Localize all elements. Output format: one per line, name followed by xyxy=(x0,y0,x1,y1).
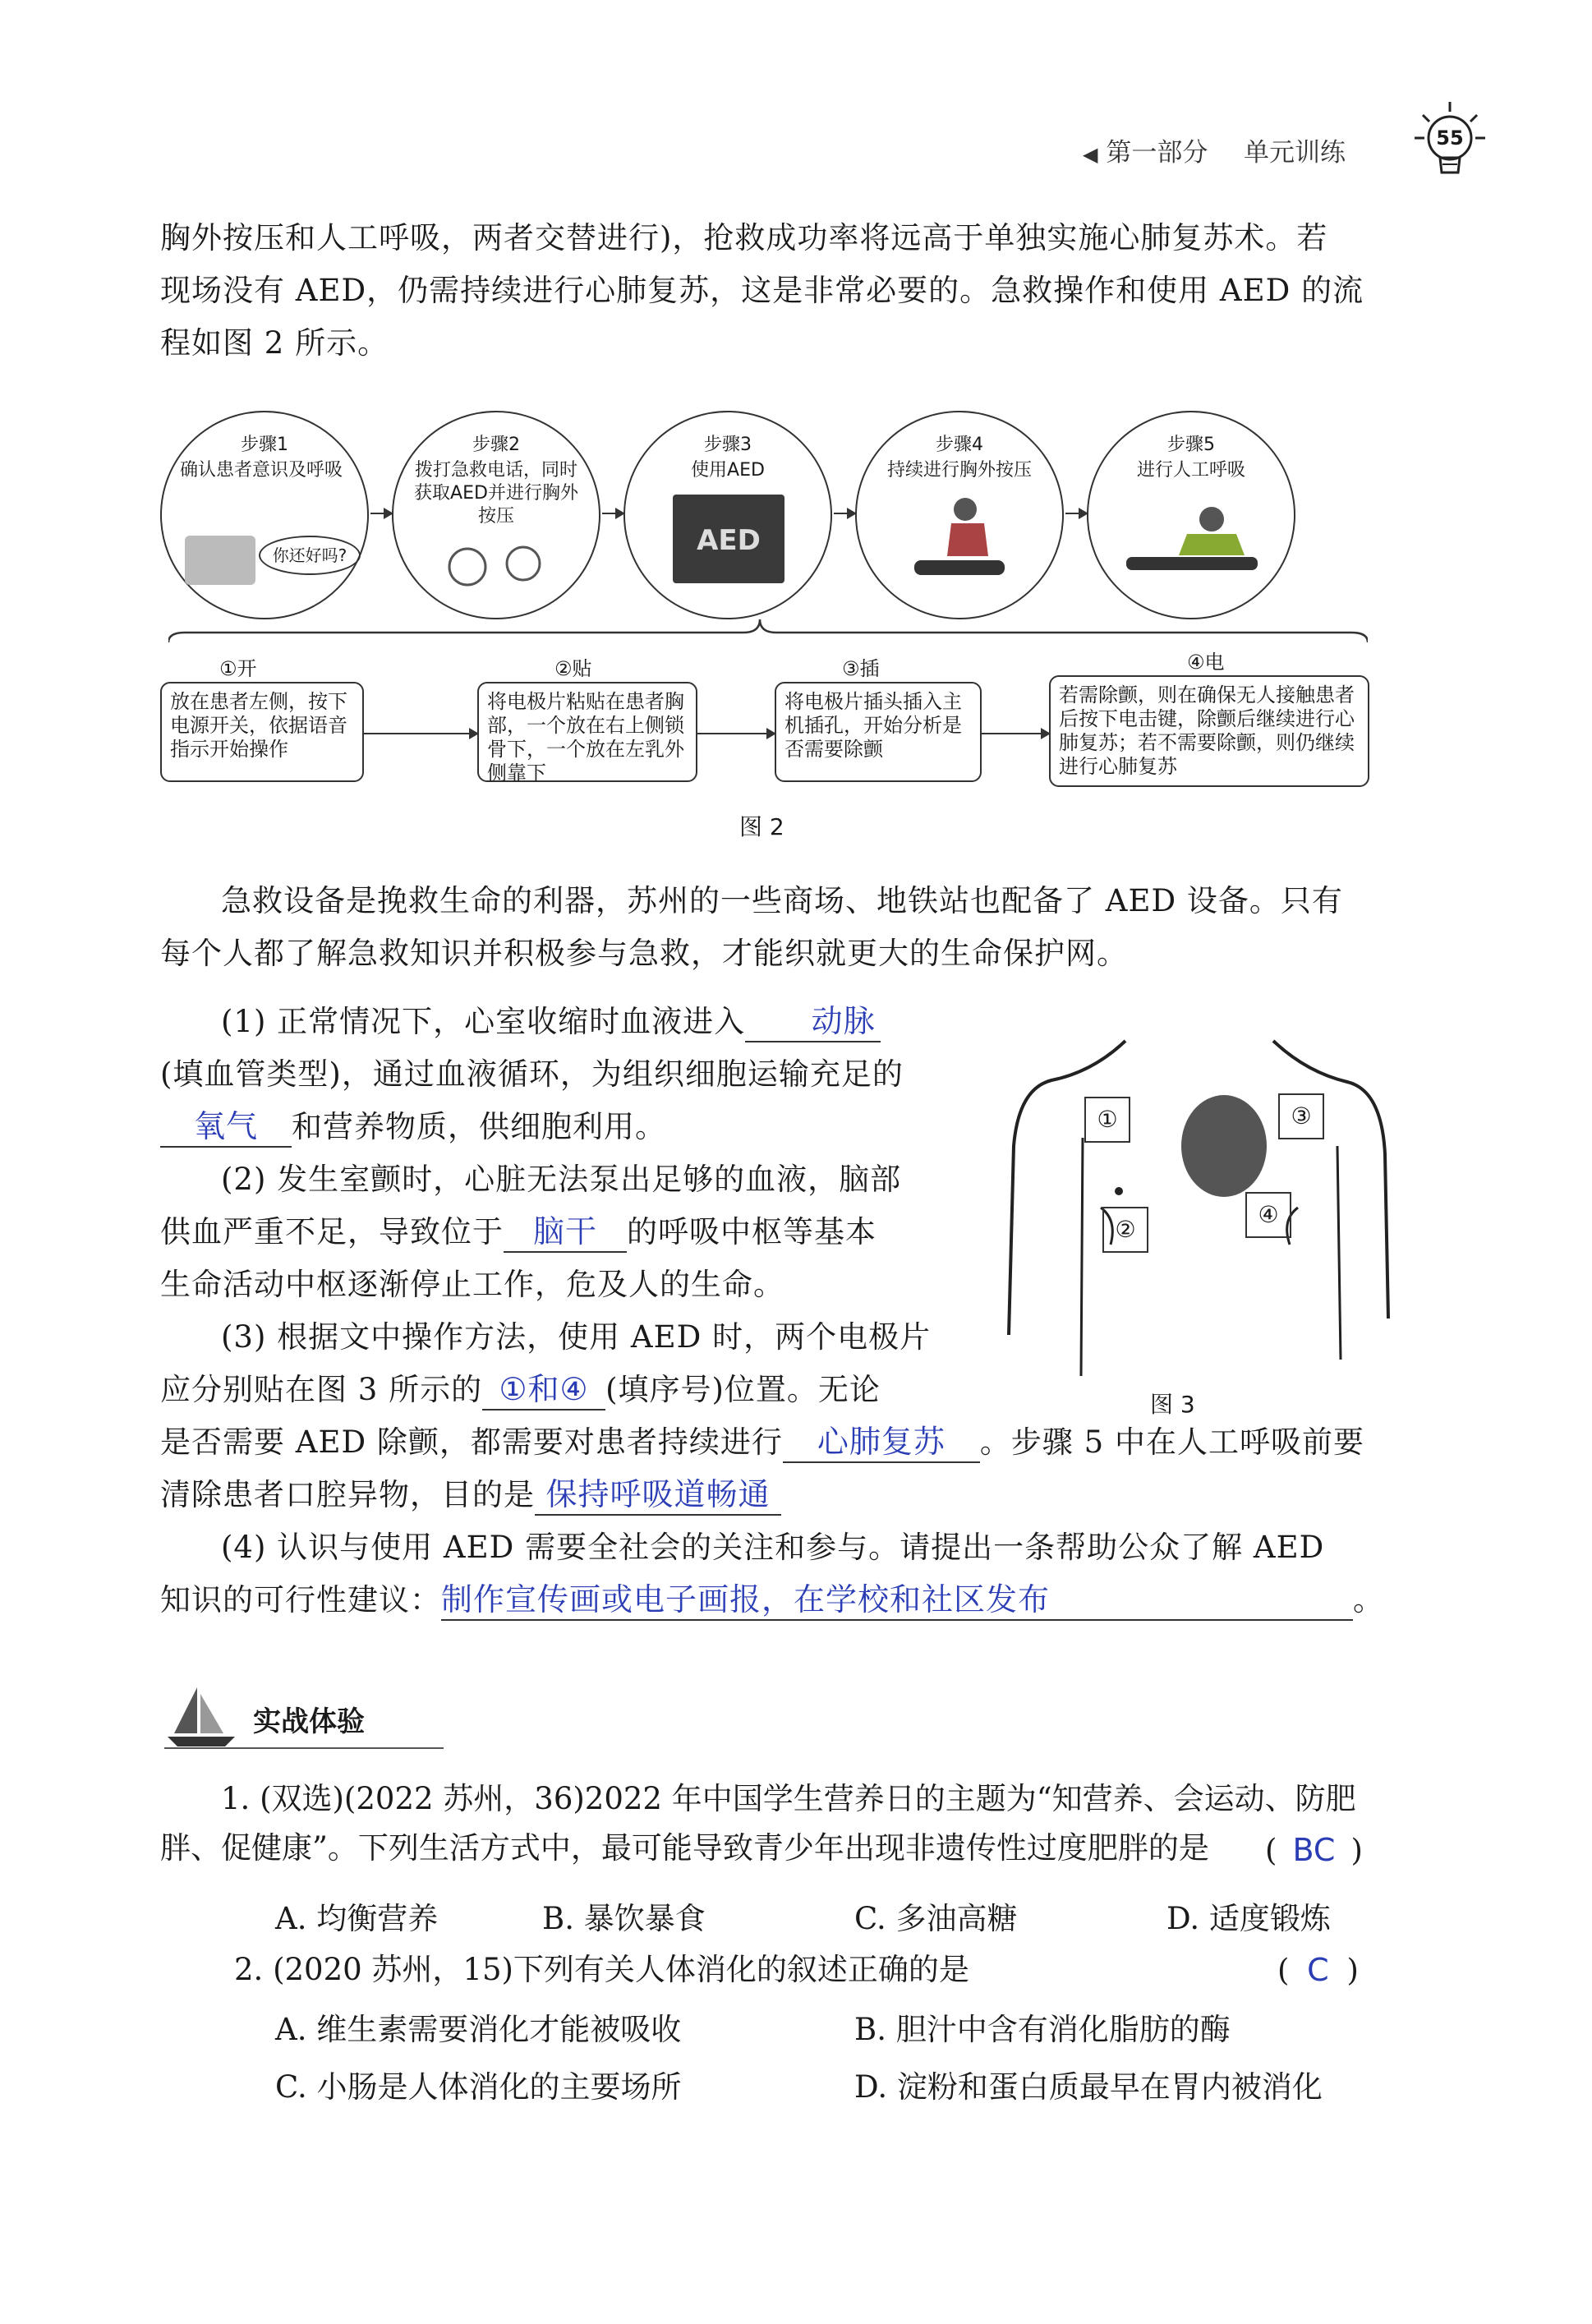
q2-text-b: 供血严重不足，导致位于 xyxy=(160,1214,504,1249)
aed-device-image xyxy=(673,495,784,583)
intro-paragraph xyxy=(160,212,1433,370)
page-header xyxy=(1083,131,1346,168)
substep-4-label: ④电 xyxy=(1187,651,1225,674)
step-2-title: 步骤2 xyxy=(472,435,520,455)
mc2-option-b: B. 胆汁中含有消化脂肪的酶 xyxy=(854,2012,1231,2047)
mc1-option-c: C. 多油高糖 xyxy=(854,1901,1018,1936)
step-4-desc: 持续进行胸外按压 xyxy=(886,460,1032,481)
step-5-circle xyxy=(1087,411,1295,619)
step-5-desc: 进行人工呼吸 xyxy=(1136,460,1245,481)
rescue-breathing-illustration xyxy=(1121,503,1261,577)
mc1-stem-line1: 1. (双选)(2022 苏州，36)2022 年中国学生营养日的主题为“知营养、会运动、防肥 xyxy=(221,1781,1356,1816)
q3-text-f: 清除患者口腔异物，目的是 xyxy=(160,1477,535,1512)
bubble-text: 你还好吗? xyxy=(272,545,347,565)
cpr-illustration xyxy=(906,495,1013,585)
q2-text-d: 生命活动中枢逐渐停止工作，危及人的生命。 xyxy=(160,1267,784,1302)
q3-text-b: 应分别贴在图 3 所示的 xyxy=(160,1372,483,1407)
q2-answer: 脑干 xyxy=(504,1212,627,1253)
triangle-icon: ◀ xyxy=(1083,143,1098,166)
step-4-circle xyxy=(855,411,1064,619)
intro-line: 现场没有 AED，仍需持续进行心肺复苏，这是非常必要的。急救操作和使用 AED 的流 xyxy=(160,273,1364,308)
substep-3-label: ③插 xyxy=(842,657,880,680)
mc2-stem: 2. (2020 苏州，15)下列有关人体消化的叙述正确的是 xyxy=(234,1952,969,1987)
para2-line: 每个人都了解急救知识并积极参与急救，才能织就更大的生命保护网。 xyxy=(160,936,1128,971)
step-3-title: 步骤3 xyxy=(704,435,752,455)
aed-label: AED xyxy=(697,524,761,557)
substep-2-label: ②贴 xyxy=(554,657,592,680)
mc1-stem-line2: 胖、促健康”。下列生活方式中，最可能导致青少年出现非遗传性过度肥胖的是 xyxy=(160,1830,1209,1866)
flow-arrow xyxy=(697,733,775,734)
mc1-answer: BC xyxy=(1292,1832,1336,1868)
q1-text-c: 和营养物质，供细胞利用。 xyxy=(292,1109,666,1144)
mc2-option-a: A. 维生素需要消化才能被吸收 xyxy=(275,2012,682,2047)
figure-2-caption: 图 2 xyxy=(739,813,784,840)
electrode-position-4: ④ xyxy=(1245,1192,1291,1238)
flow-arrow xyxy=(1065,513,1087,514)
q3-text-a: (3) 根据文中操作方法，使用 AED 时，两个电极片 xyxy=(221,1319,932,1355)
figure-3-caption: 图 3 xyxy=(1150,1391,1195,1418)
step-2-desc: 拨打急救电话，同时获取AED并进行胸外按压 xyxy=(414,460,578,527)
mc1-answer-bracket: ( BC ) xyxy=(1265,1825,1363,1875)
paragraph-2 xyxy=(160,875,1433,980)
page-number: 55 xyxy=(1436,127,1464,150)
q2-text-c: 的呼吸中枢等基本 xyxy=(627,1214,877,1249)
lightbulb-icon xyxy=(1413,97,1487,187)
intro-line: 胸外按压和人工呼吸，两者交替进行)，抢救成功率将远高于单独实施心肺复苏术。若 xyxy=(160,220,1328,255)
flow-arrow xyxy=(602,513,623,514)
figure-2 xyxy=(160,411,1376,797)
q3-text-d: 是否需要 AED 除颤，都需要对患者持续进行 xyxy=(160,1424,783,1460)
substep-4-box: 若需除颤，则在确保无人接触患者后按下电击键，除颤后继续进行心肺复苏；若不需要除颤，则仍继续进行心肺复苏 xyxy=(1049,675,1369,787)
mc2-answer-bracket: ( C ) xyxy=(1277,1945,1359,1995)
step-3-circle xyxy=(623,411,832,619)
mc-question-2 xyxy=(234,1945,969,1995)
q4-text-a: (4) 认识与使用 AED 需要全社会的关注和参与。请提出一条帮助公众了解 AED xyxy=(221,1530,1325,1565)
q1-text-b: (填血管类型)，通过血液循环，为组织细胞运输充足的 xyxy=(160,1056,904,1092)
substep-2-box: 将电极片粘贴在患者胸部，一个放在右上侧锁骨下，一个放在左乳外侧靠下 xyxy=(477,682,697,782)
mc1-option-a: A. 均衡营养 xyxy=(275,1901,439,1936)
step-1-title: 步骤1 xyxy=(241,435,288,455)
q4-text-b: 知识的可行性建议： xyxy=(160,1582,441,1618)
q3-text-c: (填序号)位置。无论 xyxy=(605,1372,881,1407)
step-2-circle xyxy=(392,411,600,619)
step-3-desc: 使用AED xyxy=(691,460,765,481)
question-1 xyxy=(160,996,982,1153)
q3-answer-3: 保持呼吸道畅通 xyxy=(535,1475,781,1516)
q3-answer-2: 心肺复苏 xyxy=(783,1422,980,1463)
intro-line: 程如图 2 所示。 xyxy=(160,325,389,361)
header-section: 第一部分 xyxy=(1106,138,1208,168)
header-unit: 单元训练 xyxy=(1244,138,1346,168)
flow-arrow xyxy=(982,733,1049,734)
step-1-circle xyxy=(160,411,369,619)
q4-answer: 制作宣传画或电子画报，在学校和社区发布 xyxy=(441,1580,1353,1621)
flow-arrow xyxy=(370,513,392,514)
q2-text-a: (2) 发生室颤时，心脏无法泵出足够的血液，脑部 xyxy=(221,1162,902,1197)
q4-text-end: 。 xyxy=(1353,1582,1384,1618)
question-2 xyxy=(160,1153,982,1311)
substep-1-label: ①开 xyxy=(219,657,257,680)
section-title: 实战体验 xyxy=(253,1705,365,1738)
flow-arrow xyxy=(364,733,477,734)
q1-answer-1: 动脉 xyxy=(745,1001,881,1042)
step-5-title: 步骤5 xyxy=(1167,435,1215,455)
substep-3-box: 将电极片插头插入主机插孔，开始分析是否需要除颤 xyxy=(775,682,982,782)
figure-3 xyxy=(1002,1031,1396,1376)
q1-answer-2: 氧气 xyxy=(160,1107,292,1148)
electrode-position-2: ② xyxy=(1102,1207,1148,1253)
sailboat-icon xyxy=(164,1684,238,1750)
electrode-position-1: ① xyxy=(1084,1097,1130,1143)
mc2-option-d: D. 淀粉和蛋白质最早在胃内被消化 xyxy=(854,2069,1323,2105)
mc1-option-d: D. 适度锻炼 xyxy=(1166,1901,1331,1936)
q3-answer-1: ①和④ xyxy=(482,1369,605,1411)
q3-text-e: 。步骤 5 中在人工呼吸前要 xyxy=(979,1424,1364,1460)
substep-1-box: 放在患者左侧，按下电源开关，依据语音指示开始操作 xyxy=(160,682,364,782)
section-header xyxy=(164,1684,444,1750)
person-illustration xyxy=(185,536,255,585)
electrode-position-3: ③ xyxy=(1278,1093,1324,1139)
torso-outline xyxy=(1002,1031,1396,1376)
mc2-answer: C xyxy=(1307,1952,1329,1988)
mc-question-1 xyxy=(160,1774,1442,1873)
step-4-title: 步骤4 xyxy=(936,435,983,455)
mc2-option-c: C. 小肠是人体消化的主要场所 xyxy=(275,2069,682,2105)
speech-bubble xyxy=(259,536,361,575)
para2-line: 急救设备是挽救生命的利器，苏州的一些商场、地铁站也配备了 AED 设备。只有 xyxy=(221,883,1343,918)
step-1-desc: 确认患者意识及呼吸 xyxy=(180,460,343,481)
q1-text-a: (1) 正常情况下，心室收缩时血液进入 xyxy=(221,1004,746,1039)
question-4 xyxy=(160,1521,1442,1627)
flow-arrow xyxy=(834,513,855,514)
heart-icon xyxy=(1181,1095,1267,1197)
mc1-option-b: B. 暴饮暴食 xyxy=(542,1901,706,1936)
people-illustration xyxy=(443,544,550,590)
